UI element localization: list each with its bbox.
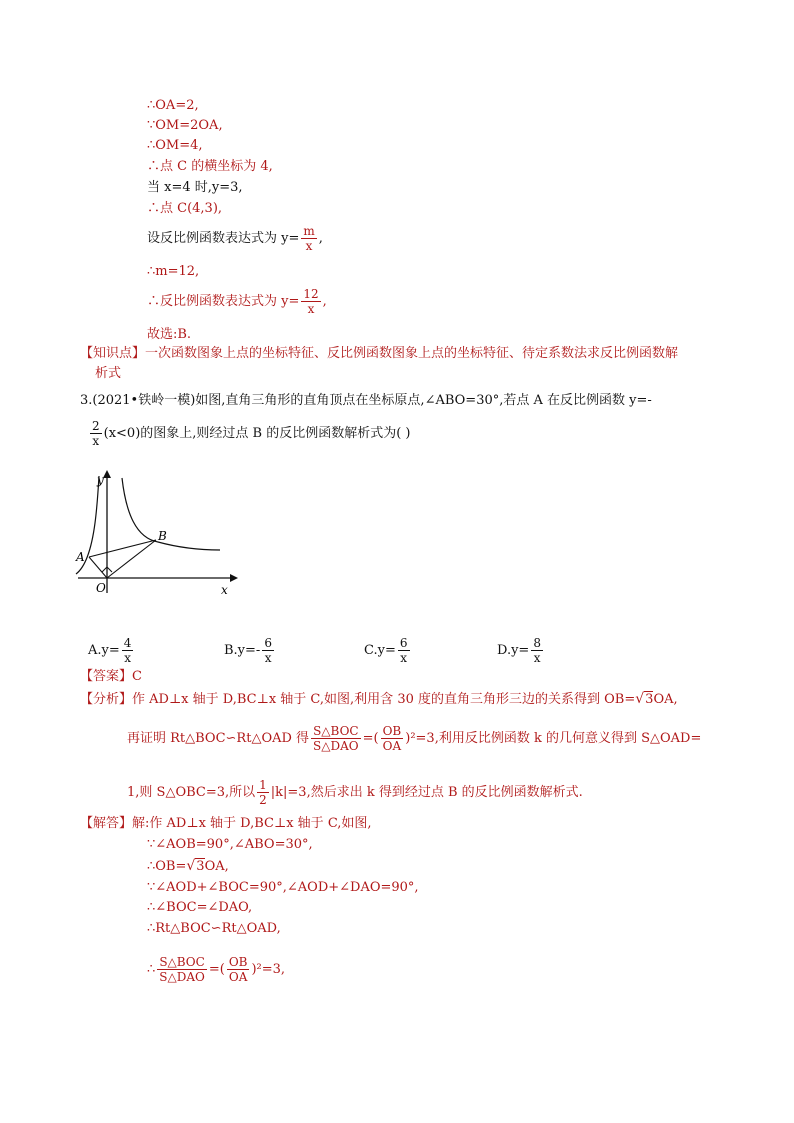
- prev-line-7-text: 设反比例函数表达式为 y=: [147, 231, 300, 246]
- option-a[interactable]: [88, 636, 135, 665]
- sqrt-value: 3: [196, 859, 205, 874]
- prev-line-7-end: ,: [318, 231, 323, 246]
- fraction-ob-over-oa: [381, 724, 404, 753]
- solution-text-7-mid: =(: [208, 962, 225, 977]
- fraction-area-ratio: [157, 955, 207, 984]
- fraction-numerator: 8: [533, 636, 541, 650]
- knowledge-point-tag: 【知识点】: [80, 346, 146, 361]
- knowledge-point-line-2: 析式: [95, 366, 122, 381]
- solution-text-7-end: )²=3,: [251, 962, 286, 977]
- question-3-figure: [70, 468, 240, 598]
- option-d-label: D.y=: [497, 643, 530, 658]
- fraction-numerator: 12: [303, 287, 319, 301]
- fraction-numerator: OB: [228, 955, 248, 969]
- solution-tag: 【解答】: [80, 816, 133, 831]
- sqrt-value: 3: [645, 692, 654, 707]
- label-a: A: [76, 550, 85, 564]
- fraction-numerator: OB: [382, 724, 402, 738]
- sqrt-icon: √: [186, 858, 196, 874]
- label-o: O: [96, 581, 106, 595]
- hyperbola-right-branch: [122, 478, 220, 550]
- analysis-text-2-mid: =(: [362, 731, 379, 746]
- fraction-denominator: x: [400, 651, 408, 665]
- fraction-numerator: 6: [399, 636, 408, 650]
- analysis-text-1: 作 AD⊥x 轴于 D,BC⊥x 轴于 C,如图,利用含 30 度的直角三角形三边的关系得到 OB=: [132, 692, 636, 707]
- fraction-numerator: 4: [123, 636, 132, 650]
- solution-text-3-end: OA,: [204, 859, 229, 874]
- answer-line: [80, 668, 142, 686]
- sqrt-icon: √: [635, 691, 645, 707]
- prev-line-4: ∴点 C 的横坐标为 4,: [147, 159, 273, 174]
- fraction-denominator: x: [307, 302, 315, 316]
- option-c-fraction: [398, 636, 410, 665]
- option-a-label: A.y=: [88, 643, 120, 658]
- fraction-denominator: OA: [382, 739, 402, 753]
- solution-line-7: [147, 955, 285, 984]
- fraction-numerator: S△BOC: [159, 955, 205, 969]
- fraction-numerator: 1: [259, 778, 267, 792]
- knowledge-point-text: 一次函数图象上点的坐标特征、反比例函数图象上点的坐标特征、待定系数法求反比例函数解: [145, 346, 679, 361]
- fraction-numerator: 2: [92, 419, 100, 433]
- solution-line-6: ∴Rt△BOC∽Rt△OAD,: [147, 921, 281, 936]
- fraction-denominator: x: [124, 651, 131, 665]
- segment-ao: [89, 557, 107, 578]
- option-b-label: B.y=-: [224, 643, 261, 658]
- fraction-2-over-x: [90, 419, 102, 448]
- label-b: B: [158, 529, 167, 543]
- fraction-denominator: x: [92, 434, 100, 448]
- y-axis-arrow: [103, 470, 111, 478]
- analysis-text-3: 1,则 S△OBC=3,所以: [127, 785, 256, 800]
- prev-line-3: ∴OM=4,: [147, 138, 203, 153]
- prev-line-7: [147, 224, 323, 253]
- prev-line-9-text: ∴反比例函数表达式为 y=: [147, 294, 300, 309]
- solution-text-1: 解:作 AD⊥x 轴于 D,BC⊥x 轴于 C,如图,: [132, 816, 372, 831]
- solution-line-4: ∵∠AOD+∠BOC=90°,∠AOD+∠DAO=90°,: [147, 880, 419, 895]
- fraction-denominator: 2: [259, 793, 267, 807]
- prev-line-9: [147, 287, 327, 316]
- prev-line-8: ∴m=12,: [147, 264, 200, 279]
- option-a-fraction: [122, 636, 134, 665]
- option-b[interactable]: [224, 636, 276, 665]
- fraction-numerator: m: [303, 224, 315, 238]
- fraction-area-ratio: [311, 724, 361, 753]
- answer-value: C: [132, 669, 142, 684]
- x-axis-arrow: [230, 574, 238, 582]
- prev-line-6: ∴点 C(4,3),: [147, 201, 223, 216]
- option-c-label: C.y=: [364, 643, 396, 658]
- analysis-line-3: [127, 778, 583, 807]
- fraction-m-over-x: [301, 224, 316, 253]
- solution-line-3: [147, 857, 229, 876]
- analysis-text-2: 再证明 Rt△BOC∽Rt△OAD 得: [127, 731, 310, 746]
- prev-line-10: 故选:B.: [147, 327, 192, 342]
- solution-line-1: [80, 815, 372, 833]
- label-y: y: [97, 473, 104, 487]
- knowledge-point-line-1: [80, 345, 678, 363]
- prev-line-2: ∵OM=2OA,: [147, 118, 223, 133]
- analysis-text-1-end: OA,: [653, 692, 678, 707]
- question-3-stem-rest: (x<0)的图象上,则经过点 B 的反比例函数解析式为( ): [103, 426, 411, 441]
- fraction-denominator: x: [264, 651, 272, 665]
- segment-ab: [89, 540, 156, 557]
- fraction-12-over-x: [301, 287, 320, 316]
- fraction-denominator: S△DAO: [159, 970, 205, 984]
- option-c[interactable]: [364, 636, 412, 665]
- option-b-fraction: [262, 636, 274, 665]
- question-3-stem-2: [88, 419, 411, 448]
- option-d-fraction: [531, 636, 543, 665]
- option-d[interactable]: [497, 636, 545, 665]
- solution-text-7: ∴: [147, 962, 156, 977]
- fraction-numerator: 6: [264, 636, 272, 650]
- analysis-line-1: [80, 690, 678, 709]
- fraction-denominator: x: [305, 239, 313, 253]
- prev-line-9-end: ,: [322, 294, 327, 309]
- fraction-denominator: S△DAO: [313, 739, 359, 753]
- label-x: x: [221, 583, 228, 597]
- analysis-tag: 【分析】: [80, 692, 133, 707]
- question-3-stem: 3.(2021•铁岭一模)如图,直角三角形的直角顶点在坐标原点,∠ABO=30°,若点 A 在反比例函数 y=-: [80, 393, 652, 408]
- fraction-one-half: [257, 778, 269, 807]
- answer-tag: 【答案】: [80, 669, 133, 684]
- solution-line-2: ∵∠AOB=90°,∠ABO=30°,: [147, 837, 313, 852]
- solution-text-3: ∴OB=: [147, 859, 187, 874]
- analysis-line-2: [127, 724, 701, 753]
- analysis-text-3-end: |k|=3,然后求出 k 得到经过点 B 的反比例函数解析式.: [270, 785, 583, 800]
- analysis-text-2-end: )²=3,利用反比例函数 k 的几何意义得到 S△OAD=: [405, 731, 702, 746]
- fraction-denominator: x: [533, 651, 541, 665]
- prev-line-1: ∴OA=2,: [147, 98, 199, 113]
- solution-line-5: ∴∠BOC=∠DAO,: [147, 900, 253, 915]
- prev-line-5: 当 x=4 时,y=3,: [147, 180, 243, 195]
- fraction-ob-over-oa: [227, 955, 250, 984]
- fraction-numerator: S△BOC: [313, 724, 359, 738]
- fraction-denominator: OA: [228, 970, 248, 984]
